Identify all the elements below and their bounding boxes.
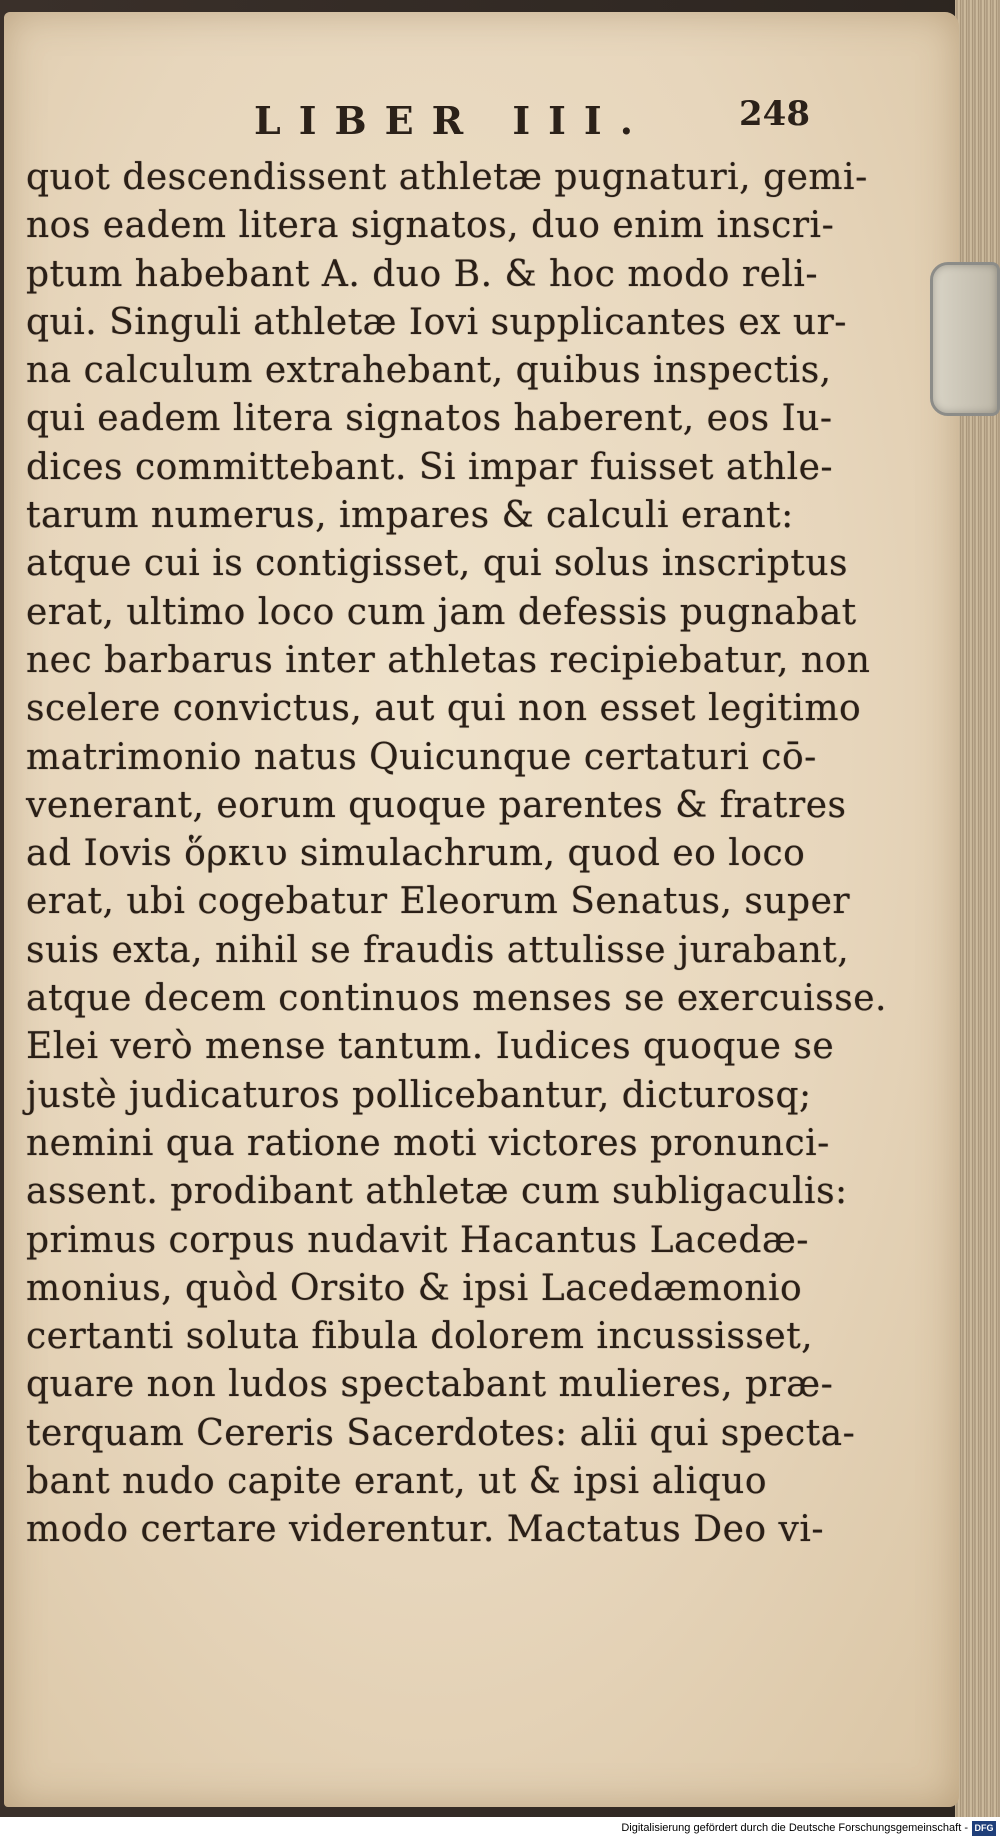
text-line: suis exta, nihil se fraudis attulisse jurabant, xyxy=(26,929,850,971)
text-line: Elei verò mense tantum. Iudices quoque se xyxy=(26,1026,835,1068)
text-line: scelere convictus, aut qui non esset legitimo xyxy=(26,688,862,730)
running-head xyxy=(254,94,854,148)
text-line: ad Iovis ὅρκιυ simulachrum, quod eo loco xyxy=(26,833,806,875)
text-line: nec barbarus inter athletas recipiebatur, non xyxy=(26,639,871,681)
funding-credit: Digitalisierung gefördert durch die Deutsche Forschungsgemeinschaft - xyxy=(621,1822,968,1834)
page-number: 248 xyxy=(739,94,810,134)
text-line: tarum numerus, impares & calculi erant: xyxy=(26,495,794,537)
text-line: na calculum extrahebant, quibus inspectis, xyxy=(26,350,832,392)
page-clip-tab xyxy=(930,262,1000,416)
text-line: modo certare viderentur. Mactatus Deo vi- xyxy=(26,1509,825,1551)
text-line: assent. prodibant athletæ cum subligaculis: xyxy=(26,1171,848,1213)
text-line: atque cui is contigisset, qui solus inscriptus xyxy=(26,543,848,585)
text-line: erat, ultimo loco cum jam defessis pugnabat xyxy=(26,591,857,633)
text-line: quot descendissent athletæ pugnaturi, gemi- xyxy=(26,157,868,198)
text-line: ptum habebant A. duo B. & hoc modo reli- xyxy=(26,253,819,295)
book-page xyxy=(4,12,959,1807)
dfg-logo: DFG xyxy=(972,1821,996,1836)
text-line: qui eadem litera signatos haberent, eos Iu- xyxy=(26,398,833,440)
text-line: nemini qua ratione moti victores pronunci- xyxy=(26,1122,830,1164)
text-line: venerant, eorum quoque parentes & fratres xyxy=(26,784,847,826)
text-line: certanti soluta fibula dolorem incussisset, xyxy=(26,1316,814,1358)
text-line: nos eadem litera signatos, duo enim inscri- xyxy=(26,205,835,247)
running-head-title: LIBER III. xyxy=(254,98,651,143)
text-line: bant nudo capite erant, ut & ipsi aliquo xyxy=(26,1461,768,1503)
text-line: quare non ludos spectabant mulieres, præ- xyxy=(26,1364,834,1406)
text-line: justè judicaturos pollicebantur, dicturosq; xyxy=(26,1074,812,1116)
text-line: erat, ubi cogebatur Eleorum Senatus, super xyxy=(26,881,851,923)
text-line: qui. Singuli athletæ Iovi supplicantes ex ur- xyxy=(26,301,847,343)
body-text xyxy=(26,154,887,1555)
text-line: matrimonio natus Quicunque certaturi cō- xyxy=(26,736,817,778)
footer-bar xyxy=(0,1817,1000,1842)
text-line: terquam Cereris Sacerdotes: alii qui specta- xyxy=(26,1412,856,1454)
text-line: atque decem continuos menses se exercuisse. xyxy=(26,978,887,1020)
text-line: monius, quòd Orsito & ipsi Lacedæmonio xyxy=(26,1267,803,1309)
text-line: primus corpus nudavit Hacantus Lacedæ- xyxy=(26,1219,809,1261)
text-line: dices committebant. Si impar fuisset athle- xyxy=(26,446,834,488)
